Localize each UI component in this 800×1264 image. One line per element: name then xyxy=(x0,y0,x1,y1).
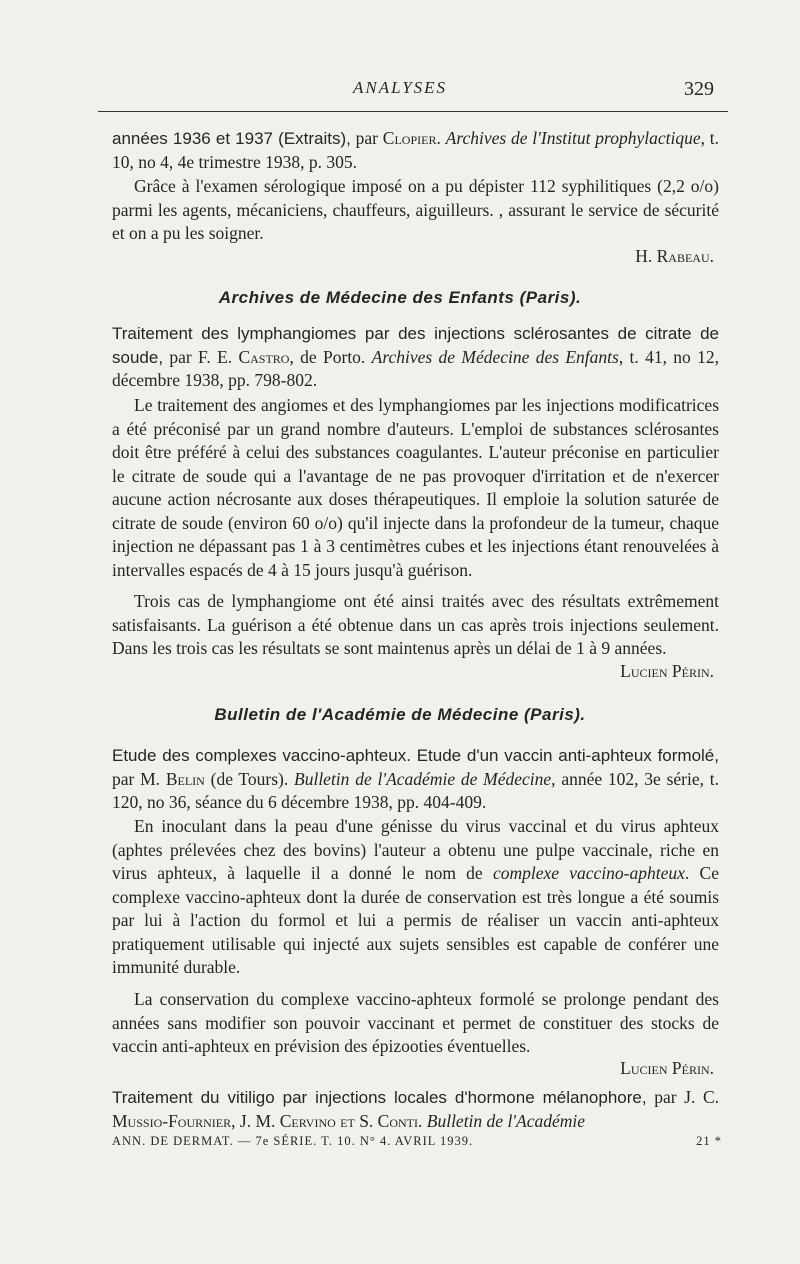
art2-cite-a: , de Porto. xyxy=(289,346,372,367)
art3-author: Belin xyxy=(165,768,205,789)
footer-signature-mark: 21 * xyxy=(696,1134,722,1148)
art4-cite-a: . xyxy=(418,1110,427,1131)
art3-body-1b: . Ce complexe vaccino-aphteux dont la durée de conservation est très longue a été soumis par lui à l'action du formol et lui a permis de réaliser un vaccin anti-aphteux pratiquement utilisable qui injecté aux sujets sensibles est capable de conférer une immunité durable. xyxy=(112,863,719,977)
header-rule xyxy=(98,111,728,112)
art2-by: par F. E. xyxy=(163,346,239,367)
footer-journal-info: ANN. DE DERMAT. — 7e SÉRIE. T. 10. N° 4. AVRIL 1939. xyxy=(112,1134,474,1148)
art2-citation xyxy=(112,322,719,393)
art1-by: par xyxy=(350,128,383,148)
art1-citation xyxy=(112,127,719,174)
art2-journal: Archives de Médecine des Enfants xyxy=(371,346,619,367)
art3-body-1a: En inoculant dans la peau d'une génisse du virus vaccinal et du virus aphteux (aphtes prélevées chez des bovins) l'auteur a obtenu une pulpe vaccinale, riche en virus aphteux, à laquelle il a donné le nom de xyxy=(112,816,719,883)
art1-author: Clopier xyxy=(382,128,437,148)
art1-signature: H. Rabeau. xyxy=(635,246,714,266)
art3-cite-b: , année 102, 3e série, t. 120, no 36, séance du 6 décembre 1938, pp. 404-409. xyxy=(112,768,720,812)
art1-cite-a: . xyxy=(436,128,446,148)
art4-authors: Mussio-Fournier, J. M. Cervino et S. Conti xyxy=(112,1110,419,1131)
section-heading-bulletin: Bulletin de l'Académie de Médecine (Paris). xyxy=(214,705,586,724)
art2-cite-b: , t. 41, no 12, décembre 1938, pp. 798-802. xyxy=(112,346,719,390)
art1-cite-b: , t. 10, no 4, 4e trimestre 1938, p. 305. xyxy=(112,128,719,172)
section-heading-archives: Archives de Médecine des Enfants (Paris). xyxy=(218,288,582,307)
art3-body-1-italic: complexe vaccino-aphteux xyxy=(492,863,685,883)
art3-body-1 xyxy=(112,815,719,980)
running-header: ANALYSES xyxy=(352,78,448,97)
art4-citation xyxy=(112,1086,719,1133)
art1-body: Grâce à l'examen sérologique imposé on a pu dépister 112 syphilitiques (2,2 o/o) parmi les agents, mécaniciens, chauffeurs, aiguilleurs. , assurant le service de sécurité et on a pu les soigner. xyxy=(112,176,719,243)
art1-title: années 1936 et 1937 (Extraits), xyxy=(112,129,351,148)
art4-journal: Bulletin de l'Académie xyxy=(426,1110,586,1131)
art4-title: Traitement du vitiligo par injections locales d'hormone mélanophore, xyxy=(112,1088,647,1107)
art4-by: par J. C. xyxy=(646,1087,719,1107)
art3-citation xyxy=(112,744,719,815)
art2-body-1: Le traitement des angiomes et des lymphangiomes par les injections modificatrices a été préconisé par un grand nombre d'auteurs. L'emploi de substances sclérosantes doit être préféré à celui des substances coagulantes. L'auteur préconise en particulier le citrate de soude qui a l'avantage de ne pas provoquer d'irritation et de n'exercer aucune action nécrosante aux doses thérapeutiques. Il emploie la solution saturée de citrate de soude (environ 60 o/o) qu'il injecte dans la profondeur de la tumeur, chaque injection ne dépassant pas 1 à 3 centimètres cubes et les injections étant renouvelées à intervalles espacés de 4 à 15 jours jusqu'à guérison. xyxy=(112,395,719,580)
art3-cite-a: (de Tours). xyxy=(204,768,295,789)
art3-signature: Lucien Périn. xyxy=(620,1058,714,1078)
page-footer xyxy=(112,1134,722,1149)
art3-body-2: La conservation du complexe vaccino-aphteux formolé se prolonge pendant des années sans modifier son pouvoir vaccinant et permet de constituer des stocks de vaccin anti-aphteux en prévision des épizooties éventuelles. xyxy=(112,989,719,1056)
art1-journal: Archives de l'Institut prophylactique xyxy=(445,128,701,148)
art2-author: Castro xyxy=(238,346,290,367)
art3-journal: Bulletin de l'Académie de Médecine xyxy=(294,768,552,789)
art2-body-2: Trois cas de lymphangiome ont été ainsi traités avec des résultats extrêmement satisfaisants. La guérison a été obtenue dans un cas après trois injections seulement. Dans les trois cas les résultats se sont maintenus après un délai de 1 à 9 années. xyxy=(112,591,719,658)
page-number: 329 xyxy=(684,78,714,100)
art2-title: Traitement des lymphangiomes par des injections sclérosantes de citrate de soude, xyxy=(112,324,719,367)
art2-signature: Lucien Périn. xyxy=(620,661,714,681)
art3-title: Etude des complexes vaccino-aphteux. Etude d'un vaccin anti-aphteux formolé, xyxy=(112,746,719,765)
art3-by: par M. xyxy=(112,768,166,789)
